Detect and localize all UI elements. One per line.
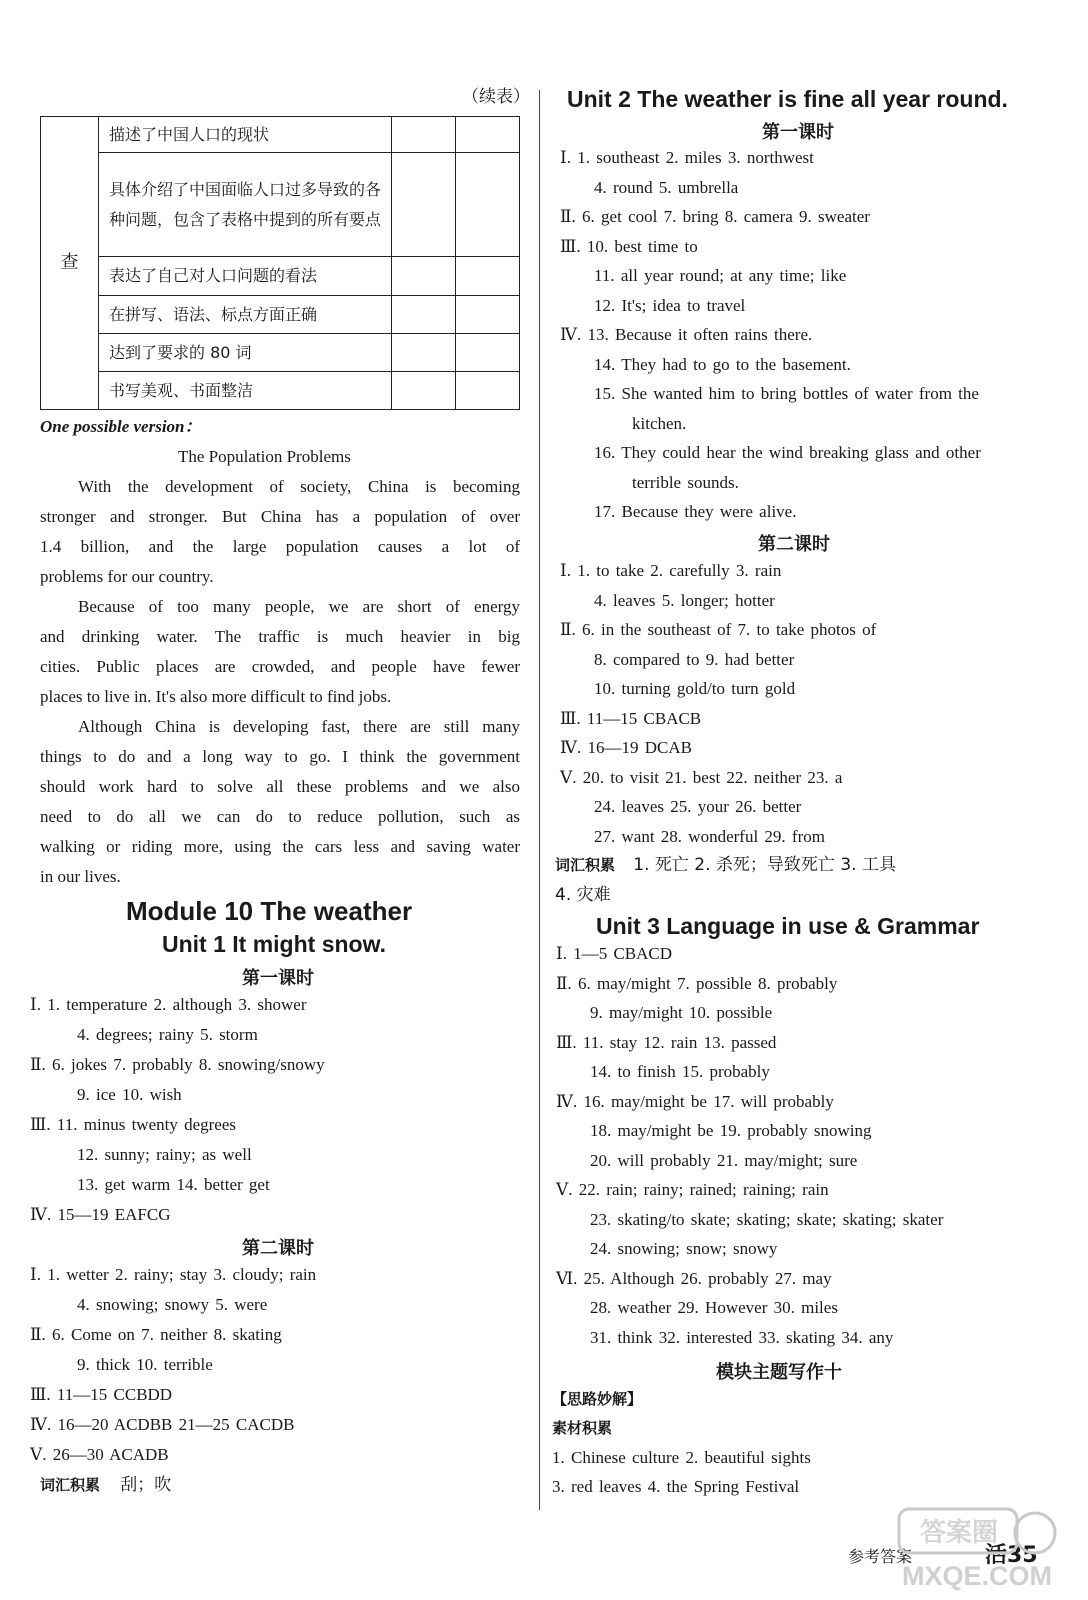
blank-cell [456,334,520,372]
watermark-domain: MXQE.COM [901,1561,1053,1591]
blank-cell [392,117,456,153]
blank-cell [456,257,520,296]
vocab-text-2: 4. 灾难 [555,885,611,905]
lesson1-heading: 第一课时 [762,122,834,143]
answer-line: Ⅳ. 16. may/might be 17. will probably [556,1091,834,1111]
answer-line: 16. They could hear the wind breaking glass and other [594,443,981,462]
answer-line: Ⅰ. 1. to take 2. carefully 3. rain [560,561,782,580]
answer-line: Ⅱ. 6. get cool 7. bring 8. camera 9. sweater [560,207,870,226]
essay-line: need to do all we can do to reduce pollution, such as [40,807,520,826]
table-row [41,257,520,296]
lesson2-heading: 第二课时 [242,1238,314,1259]
table-cell: 书写美观、书面整洁 [99,372,392,410]
essay-line: Because of too many people, we are short of energy [78,597,520,616]
answer-line: Ⅱ. 6. Come on 7. neither 8. skating [30,1325,282,1344]
vocab-text: 1. 死亡 2. 杀死；导致死亡 3. 工具 [633,855,896,875]
vocab-text: 刮；吹 [120,1475,172,1495]
answer-line: Ⅰ. 1. temperature 2. although 3. shower [30,995,307,1014]
table-cell: 达到了要求的 80 词 [99,334,392,372]
answer-line: 12. sunny; rainy; as well [77,1145,252,1164]
answer-line: 8. compared to 9. had better [594,649,795,669]
module-title: Module 10 The weather [126,896,413,926]
answer-line: 9. may/might 10. possible [590,1003,773,1022]
table-cell: 表达了自己对人口问题的看法 [99,257,392,296]
answer-line: Ⅳ. 16—20 ACDBB 21—25 CACDB [30,1415,295,1434]
answer-line: 4. snowing; snowy 5. were [77,1295,268,1314]
material-item: 1. Chinese culture 2. beautiful sights [552,1448,811,1467]
checklist-table [40,116,520,410]
answer-line: Ⅱ. 6. may/might 7. possible 8. probably [556,973,838,993]
answer-line: 23. skating/to skate; skating; skate; skating; skater [590,1209,944,1229]
lesson2-heading: 第二课时 [758,534,830,555]
blank-cell [456,153,520,257]
blank-cell [392,372,456,410]
unit1-title: Unit 1 It might snow. [162,931,387,957]
answer-line: Ⅲ. 11—15 CCBDD [30,1385,173,1404]
answer-line: 14. They had to go to the basement. [594,354,851,374]
check-label: 查 [41,117,99,410]
table-row [41,117,520,153]
essay-line: Although China is developing fast, there are still many [78,717,520,736]
answer-line: 24. leaves 25. your 26. better [594,797,802,816]
unit2-title: Unit 2 The weather is fine all year round. [567,86,1008,112]
answer-line: 11. all year round; at any time; like [594,266,847,285]
blank-cell [456,296,520,334]
blank-cell [456,372,520,410]
essay-title: The Population Problems [178,447,351,466]
blank-cell [392,296,456,334]
answer-line: 10. turning gold/to turn gold [594,679,796,698]
table-row [41,296,520,334]
answer-line: 20. will probably 21. may/might; sure [590,1150,858,1170]
lesson1-heading: 第一课时 [242,968,314,989]
vocab-label: 词汇积累 [555,856,616,874]
blank-cell [392,334,456,372]
answer-line: Ⅰ. 1. wetter 2. rainy; stay 3. cloudy; rain [30,1265,317,1284]
answer-line: 9. thick 10. terrible [77,1355,213,1374]
material-item: 3. red leaves 4. the Spring Festival [552,1477,800,1496]
watermark-cn: 答案圈 [919,1518,999,1548]
answer-line: 31. think 32. interested 33. skating 34. any [590,1327,894,1347]
essay-line: and drinking water. The traffic is much heavier in big [40,627,520,646]
blank-cell [456,117,520,153]
answer-line: 17. Because they were alive. [594,502,797,521]
answer-line: Ⅲ. 10. best time to [560,236,698,256]
answer-line: Ⅴ. 20. to visit 21. best 22. neither 23. a [560,767,843,787]
essay-line: problems for our country. [40,567,214,586]
answer-line: Ⅵ. 25. Although 26. probably 27. may [556,1268,832,1288]
essay-line: 1.4 billion, and the large population causes a lot of [40,537,520,556]
answer-line: Ⅳ. 13. Because it often rains there. [560,325,813,344]
answer-line: 24. snowing; snow; snowy [590,1239,778,1258]
table-row [41,372,520,410]
answer-line: Ⅲ. 11. stay 12. rain 13. passed [556,1032,777,1052]
essay-line: should work hard to solve all these problems and we also [40,777,520,796]
essay-line: walking or riding more, using the cars less and saving water [40,837,520,856]
writing-title: 模块主题写作十 [716,1362,842,1383]
blank-cell [392,153,456,257]
vocab-row [555,854,896,876]
table-cell: 描述了中国人口的现状 [99,117,392,153]
answer-line: 12. It's; idea to travel [594,295,746,315]
answer-line: Ⅰ. 1. southeast 2. miles 3. northwest [560,148,814,167]
essay-line: cities. Public places are crowded, and people have fewer [40,657,520,676]
answer-line: 13. get warm 14. better get [77,1175,270,1194]
answer-line: 18. may/might be 19. probably snowing [590,1121,872,1140]
answer-line: 4. leaves 5. longer; hotter [594,590,775,610]
unit3-title: Unit 3 Language in use & Grammar [596,913,980,939]
page-number: 活35 [985,1543,1038,1568]
answers-label: 参考答案 [848,1547,913,1566]
material-label: 素材积累 [552,1419,613,1437]
table-cell: 在拼写、语法、标点方面正确 [99,296,392,334]
blank-cell [392,257,456,296]
essay-line: stronger and stronger. But China has a population of over [40,507,520,526]
vocab-row [40,1474,171,1496]
essay-line: places to live in. It's also more difficult to find jobs. [40,687,392,706]
answer-line: Ⅱ. 6. in the southeast of 7. to take photos of [560,620,877,639]
answer-line: 27. want 28. wonderful 29. from [594,826,825,846]
answer-line: Ⅴ. 22. rain; rainy; rained; raining; rain [556,1180,829,1199]
answer-line: 4. degrees; rainy 5. storm [77,1025,258,1044]
watermark-logo [895,1505,1060,1593]
vocab-label: 词汇积累 [40,1476,101,1494]
answer-line: 28. weather 29. However 30. miles [590,1298,838,1317]
answer-line: 14. to finish 15. probably [590,1062,770,1081]
answer-line: 9. ice 10. wish [77,1085,182,1104]
answer-line: 15. She wanted him to bring bottles of water from the [594,384,979,403]
essay-line: With the development of society, China is becoming [78,477,520,496]
answer-line: 4. round 5. umbrella [594,177,739,197]
answer-line: terrible sounds. [632,472,739,492]
answer-line: Ⅳ. 15—19 EAFCG [30,1205,171,1224]
answer-line: kitchen. [632,413,687,433]
answer-line: Ⅰ. 1—5 CBACD [556,944,673,963]
idea-label: 【思路妙解】 [552,1390,643,1408]
table-cell: 具体介绍了中国面临人口过多导致的各种问题，包含了表格中提到的所有要点 [99,153,392,257]
answer-line: Ⅲ. 11. minus twenty degrees [30,1115,237,1134]
column-divider [539,90,540,1510]
version-label: One possible version： [40,417,202,436]
answer-line: Ⅴ. 26—30 ACADB [30,1445,169,1464]
essay-line: in our lives. [40,867,121,886]
continued-label: （续表） [462,87,530,107]
answer-line: Ⅳ. 16—19 DCAB [560,738,692,757]
table-row [41,153,520,257]
answer-line: Ⅲ. 11—15 CBACB [560,708,702,728]
answer-line: Ⅱ. 6. jokes 7. probably 8. snowing/snowy [30,1055,325,1074]
essay-line: things to do and a long way to go. I think the government [40,747,520,766]
table-row [41,334,520,372]
